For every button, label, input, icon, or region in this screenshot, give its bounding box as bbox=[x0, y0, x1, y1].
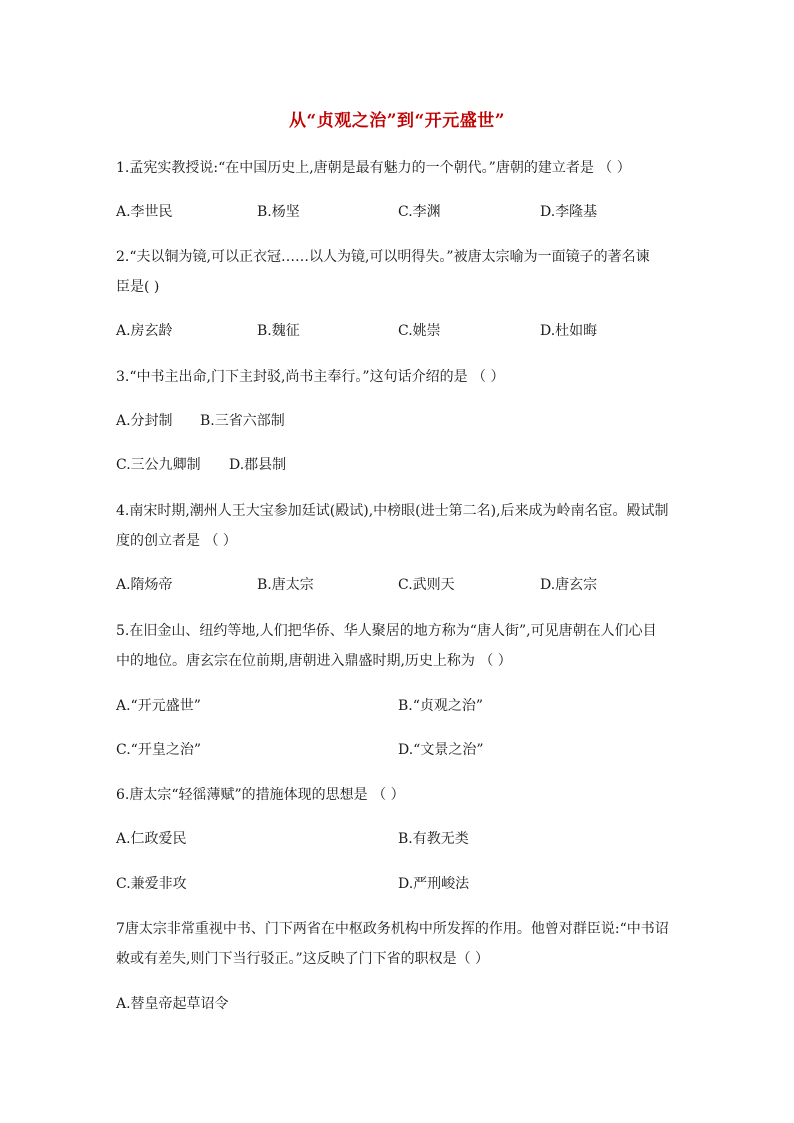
question-2-option-a: A.房玄龄 bbox=[116, 323, 173, 339]
question-6-text: 6.唐太宗“轻徭薄赋”的措施体现的思想是 （ ） bbox=[116, 787, 405, 803]
question-6-option-b: B.有教无类 bbox=[398, 831, 469, 847]
question-7-text-line-1: 7唐太宗非常重视中书、门下两省在中枢政务机构中所发挥的作用。他曾对群臣说:“中书诏 bbox=[116, 921, 669, 937]
question-1-option-c: C.李渊 bbox=[398, 204, 441, 220]
question-3-option-b: B.三省六部制 bbox=[200, 413, 285, 429]
question-2-option-b: B.魏征 bbox=[257, 323, 300, 339]
question-1-option-d: D.李隆基 bbox=[540, 204, 598, 220]
question-1-text: 1.孟宪实教授说:“在中国历史上,唐朝是最有魅力的一个朝代。”唐朝的建立者是 （ ） bbox=[116, 160, 631, 176]
question-7-text-line-2: 敕或有差失,则门下当行驳正。”这反映了门下省的职权是（ ） bbox=[116, 951, 490, 967]
question-5-text-line-2: 中的地位。唐玄宗在位前期,唐朝进入鼎盛时期,历史上称为 （ ） bbox=[116, 653, 512, 669]
question-4-option-a: A.隋炀帝 bbox=[116, 577, 173, 593]
question-4-option-d: D.唐玄宗 bbox=[540, 577, 598, 593]
question-3-option-a: A.分封制 bbox=[116, 413, 173, 429]
question-5-option-c: C.“开皇之治” bbox=[116, 742, 201, 758]
question-2-text-line-2: 臣是( ) bbox=[116, 279, 160, 295]
page-title: 从“贞观之治”到“开元盛世” bbox=[288, 111, 506, 131]
question-4-option-b: B.唐太宗 bbox=[257, 577, 314, 593]
question-4-text-line-1: 4.南宋时期,潮州人王大宝参加廷试(殿试),中榜眼(进士第二名),后来成为岭南名宦。殿试制 bbox=[116, 503, 669, 519]
question-5-option-b: B.“贞观之治” bbox=[398, 698, 484, 714]
question-5-text-line-1: 5.在旧金山、纽约等地,人们把华侨、华人聚居的地方称为“唐人街”,可见唐朝在人们心目 bbox=[116, 623, 657, 639]
question-3-text: 3.“中书主出命,门下主封驳,尚书主奉行。”这句话介绍的是 （ ） bbox=[116, 369, 505, 385]
question-3-option-c: C.三公九卿制 bbox=[116, 457, 201, 473]
question-7-option-a: A.替皇帝起草诏令 bbox=[116, 996, 229, 1012]
question-3-option-d: D.郡县制 bbox=[229, 457, 287, 473]
question-4-option-c: C.武则天 bbox=[398, 577, 455, 593]
question-6-option-a: A.仁政爱民 bbox=[116, 831, 187, 847]
question-2-option-c: C.姚崇 bbox=[398, 323, 441, 339]
question-6-option-d: D.严刑峻法 bbox=[398, 876, 470, 892]
question-2-text-line-1: 2.“夫以铜为镜,可以正衣冠……以人为镜,可以明得失。”被唐太宗喻为一面镜子的著名谏 bbox=[116, 249, 650, 265]
question-5-option-a: A.“开元盛世” bbox=[116, 698, 201, 714]
question-4-text-line-2: 度的创立者是 （ ） bbox=[116, 533, 237, 549]
question-5-option-d: D.“文景之治” bbox=[398, 742, 484, 758]
question-6-option-c: C.兼爱非攻 bbox=[116, 876, 187, 892]
question-1-option-b: B.杨坚 bbox=[257, 204, 300, 220]
question-1-option-a: A.李世民 bbox=[116, 204, 173, 220]
question-2-option-d: D.杜如晦 bbox=[540, 323, 598, 339]
